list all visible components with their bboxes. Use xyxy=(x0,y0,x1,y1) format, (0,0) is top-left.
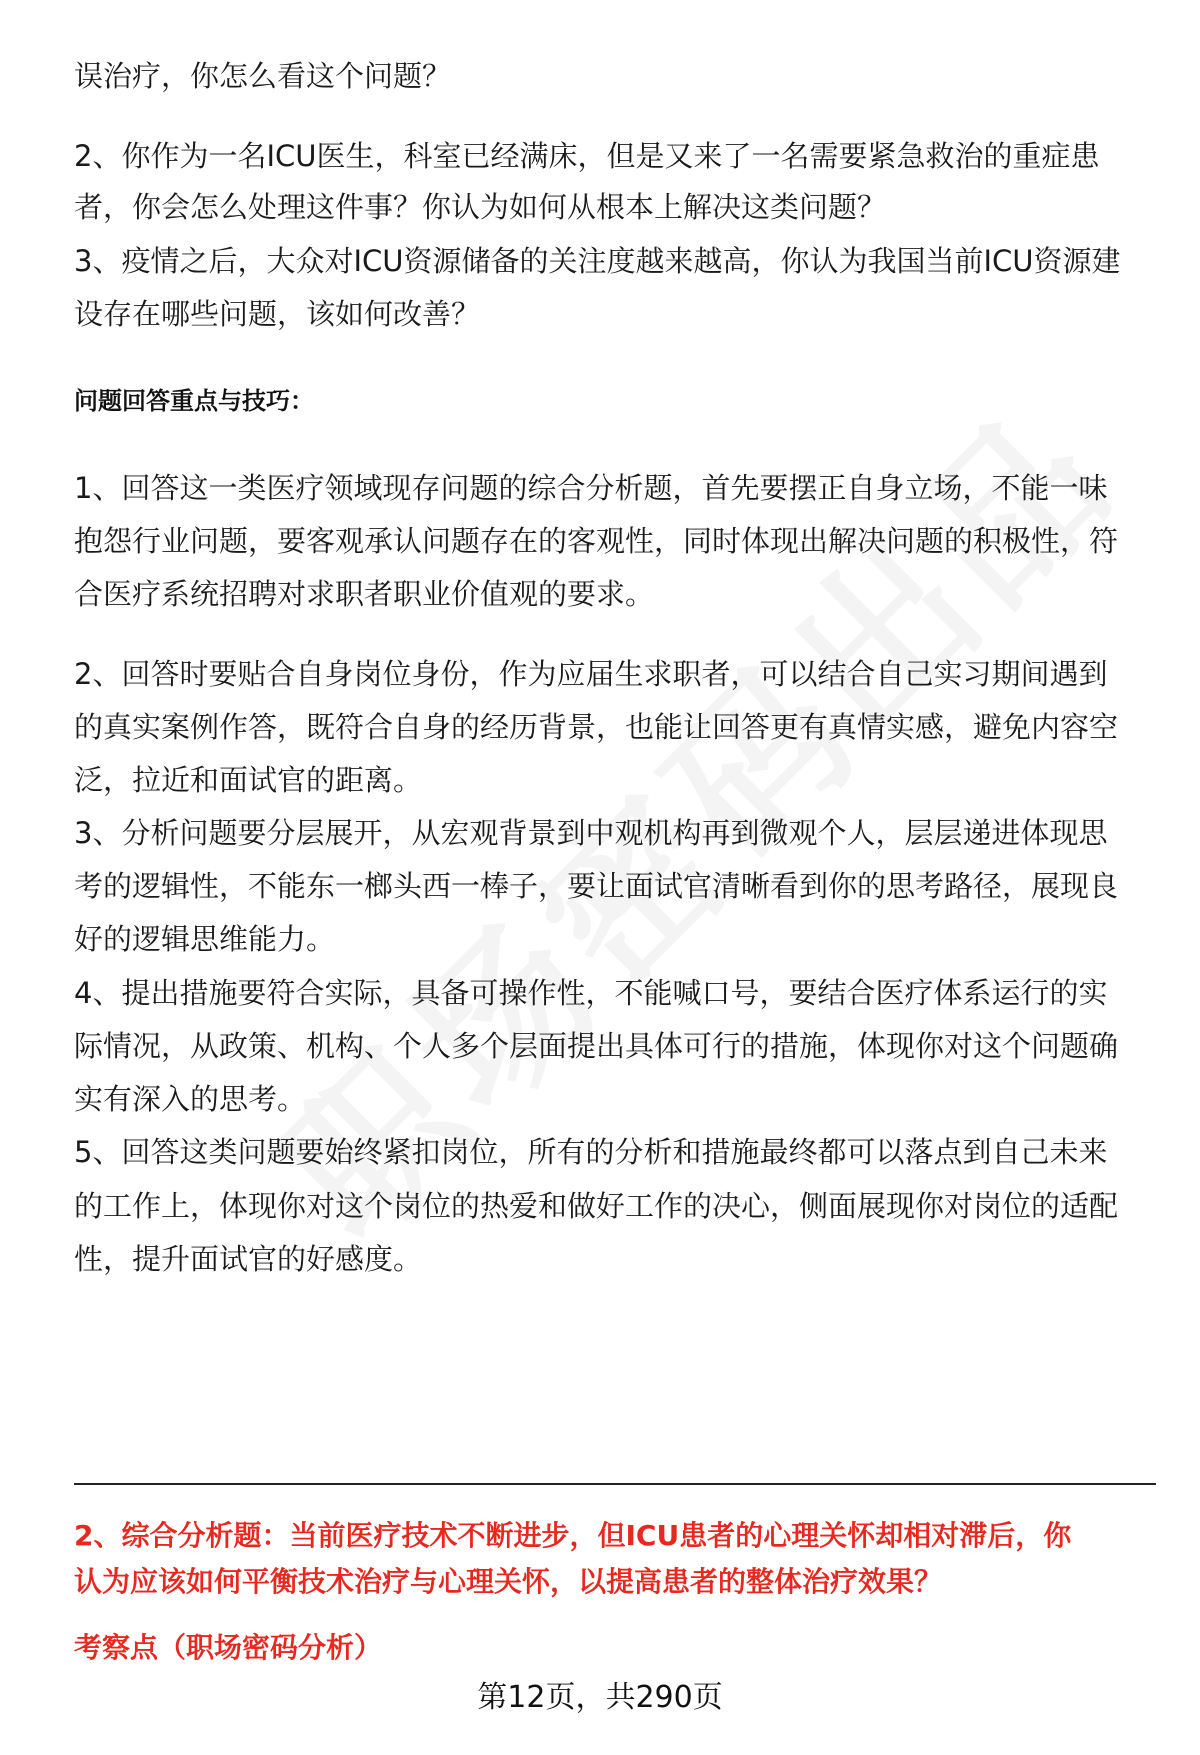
tip-line: 考的逻辑性，不能东一榔头西一棒子，要让面试官清晰看到你的思考路径，展现良 xyxy=(74,869,1119,903)
page-number: 第12页，共290页 xyxy=(477,1680,723,1715)
tip-line: 5、回答这类问题要始终紧扣岗位，所有的分析和措施最终都可以落点到自己未来 xyxy=(74,1135,1108,1169)
intro-line: 2、你作为一名ICU医生，科室已经满床，但是又来了一名需要紧急救治的重症患 xyxy=(74,139,1100,173)
question-title-line: 2、综合分析题：当前医疗技术不断进步，但ICU患者的心理关怀却相对滞后，你 xyxy=(74,1519,1072,1552)
tip-line: 好的逻辑思维能力。 xyxy=(74,922,336,956)
tip-line: 的真实案例作答，既符合自身的经历背景，也能让回答更有真情实感，避免内容空 xyxy=(74,710,1119,744)
tip-line: 2、回答时要贴合自身岗位身份，作为应届生求职者，可以结合自己实习期间遇到 xyxy=(74,657,1108,691)
tip-line: 的工作上，体现你对这个岗位的热爱和做好工作的决心，侧面展现你对岗位的适配 xyxy=(74,1189,1119,1223)
intro-line: 3、疫情之后，大众对ICU资源储备的关注度越来越高，你认为我国当前ICU资源建 xyxy=(74,244,1121,278)
tip-line: 合医疗系统招聘对求职者职业价值观的要求。 xyxy=(74,577,655,611)
tip-line: 4、提出措施要符合实际，具备可操作性，不能喊口号，要结合医疗体系运行的实 xyxy=(74,976,1108,1010)
section-divider xyxy=(74,1483,1156,1485)
tip-line: 3、分析问题要分层展开，从宏观背景到中观机构再到微观个人，层层递进体现思 xyxy=(74,816,1108,850)
tip-line: 实有深入的思考。 xyxy=(74,1082,307,1116)
exam-point-heading: 考察点（职场密码分析） xyxy=(74,1631,383,1664)
question-title-line: 认为应该如何平衡技术治疗与心理关怀，以提高患者的整体治疗效果？ xyxy=(74,1565,943,1598)
tip-line: 抱怨行业问题，要客观承认问题存在的客观性，同时体现出解决问题的积极性，符 xyxy=(74,524,1119,558)
intro-line: 误治疗，你怎么看这个问题？ xyxy=(74,59,452,93)
tip-line: 泛，拉近和面试官的距离。 xyxy=(74,763,423,797)
intro-line: 设存在哪些问题，该如何改善？ xyxy=(74,297,481,331)
tip-line: 性，提升面试官的好感度。 xyxy=(74,1242,423,1276)
tip-line: 际情况，从政策、机构、个人多个层面提出具体可行的措施，体现你对这个问题确 xyxy=(74,1029,1119,1063)
section-heading: 问题回答重点与技巧： xyxy=(74,387,314,415)
tip-line: 1、回答这一类医疗领域现存问题的综合分析题，首先要摆正自身立场，不能一味 xyxy=(74,471,1108,505)
intro-line: 者，你会怎么处理这件事？你认为如何从根本上解决这类问题？ xyxy=(74,190,887,224)
